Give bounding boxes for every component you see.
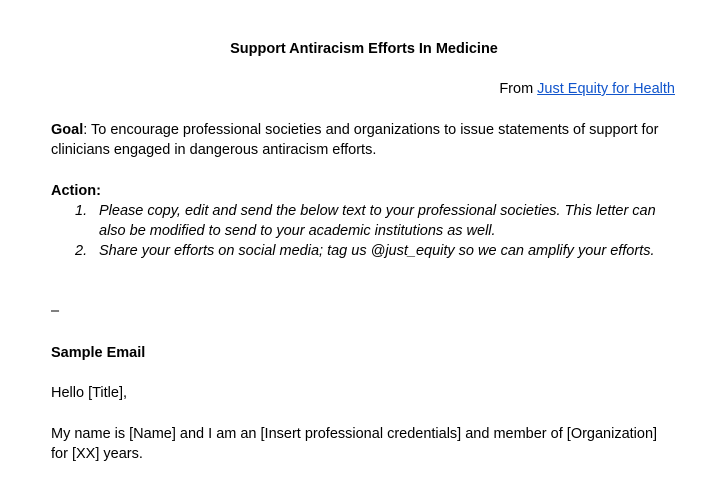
just-equity-link[interactable]: Just Equity for Health [537,81,675,97]
goal-text: : To encourage professional societies and organizations to issue statements of support for clinicians engaged in dangerous antiracism efforts. [51,122,659,158]
sample-email-heading: Sample Email [51,345,146,361]
action-item [51,201,677,241]
action-item-number: 1. [75,203,88,219]
goal-label: Goal [51,122,84,138]
goal-paragraph [51,120,677,160]
action-item-text: Share your efforts on social media; tag us @just_equity so we can amplify your efforts. [99,243,655,259]
action-item [51,241,677,261]
action-label: Action: [51,183,101,199]
email-intro-paragraph: My name is [Name] and I am an [Insert professional credentials] and member of [Organization] for [XX] years. [51,426,658,462]
from-line [499,79,675,99]
from-prefix: From [499,81,538,97]
action-list [51,201,677,261]
section-separator: – [51,303,60,319]
email-greeting: Hello [Title], [51,385,128,401]
document-title: Support Antiracism Efforts In Medicine [230,41,498,57]
action-item-number: 2. [75,243,88,259]
action-item-text: Please copy, edit and send the below text to your professional societies. This letter can also be modified to send to your academic institutions as well. [99,203,656,239]
